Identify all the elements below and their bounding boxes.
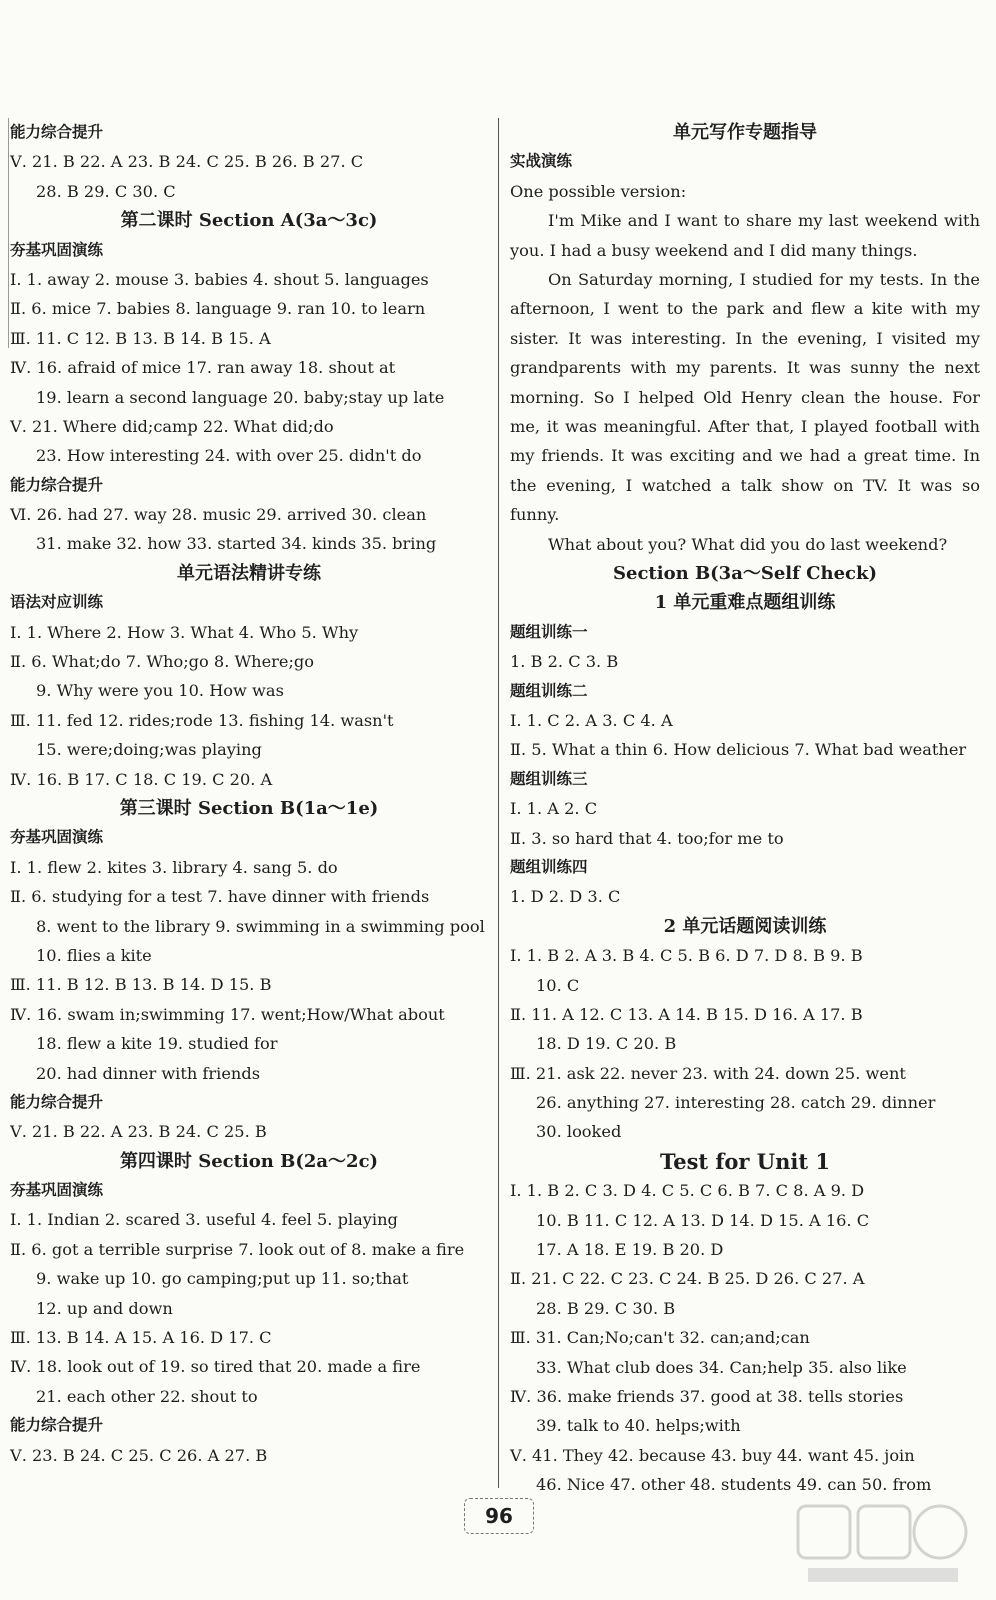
left-line: 9. Why were you 10. How was [36,681,284,701]
right-line: Section B(3a～Self Check) [613,563,877,585]
left-line: Ⅲ. 13. B 14. A 15. A 16. D 17. C [10,1328,272,1348]
left-line: 31. make 32. how 33. started 34. kinds 35. bring [36,534,437,554]
right-line: 39. talk to 40. helps;with [536,1416,741,1436]
left-line: Ⅲ. 11. B 12. B 13. B 14. D 15. B [10,975,272,995]
left-line: 20. had dinner with friends [36,1063,261,1083]
left-line: 18. flew a kite 19. studied for [36,1034,278,1054]
right-line: 题组训练二 [510,681,588,700]
right-line: 1 单元重难点题组训练 [654,592,836,614]
left-line: 28. B 29. C 30. C [36,181,176,201]
left-line: 单元语法精讲专练 [177,562,321,584]
left-line: 能力综合提升 [10,123,104,141]
right-line: 17. A 18. E 19. B 20. D [536,1240,724,1260]
right-line: Ⅱ. 5. What a thin 6. How delicious 7. What bad weather [510,740,967,760]
right-line: Ⅰ. 1. A 2. C [510,799,598,819]
left-line: 能力综合提升 [10,1092,104,1111]
right-line: 1. B 2. C 3. B [510,652,619,672]
right-line: 18. D 19. C 20. B [536,1034,677,1054]
left-line: Ⅳ. 16. B 17. C 18. C 19. C 20. A [10,769,273,789]
left-line: 第二课时 Section A(3a～3c) [120,210,378,232]
right-line: 题组训练四 [510,857,588,876]
left-line: 夯基巩固演练 [10,1181,104,1200]
left-line: Ⅴ. 21. B 22. A 23. B 24. C 25. B [10,1122,267,1142]
left-line: Ⅱ. 6. What;do 7. Who;go 8. Where;go [10,652,315,672]
margin-bar [8,118,9,348]
left-line: 9. wake up 10. go camping;put up 11. so;that [36,1269,409,1289]
right-line: 46. Nice 47. other 48. students 49. can 50. from [536,1475,932,1495]
left-line: Ⅱ. 6. got a terrible surprise 7. look out of 8. make a fire [10,1239,465,1259]
left-line: Ⅴ. 23. B 24. C 25. C 26. A 27. B [10,1445,268,1465]
left-line: 8. went to the library 9. swimming in a swimming pool [36,916,485,936]
left-line: Ⅰ. 1. Indian 2. scared 3. useful 4. feel 5. playing [10,1210,398,1230]
right-line: 题组训练一 [510,622,588,641]
right-line: 10. B 11. C 12. A 13. D 14. D 15. A 16. C [536,1210,870,1230]
left-line: Ⅱ. 6. studying for a test 7. have dinner with friends [10,887,430,907]
left-line: Ⅴ. 21. Where did;camp 22. What did;do [10,416,334,436]
right-column [510,118,980,1500]
watermark-logo [788,1498,978,1588]
left-line: 语法对应训练 [10,593,104,612]
left-line: 23. How interesting 24. with over 25. didn't do [36,446,422,466]
page-number: 96 [464,1498,534,1534]
column-divider [498,118,499,1488]
left-column [10,118,488,1470]
left-line: Ⅰ. 1. flew 2. kites 3. library 4. sang 5. do [10,857,338,877]
right-line: Test for Unit 1 [659,1148,830,1174]
right-line: 28. B 29. C 30. B [536,1298,676,1318]
intro-line: One possible version: [510,181,687,201]
right-line: 30. looked [536,1122,622,1142]
left-line: 21. each other 22. shout to [36,1386,258,1406]
left-line: Ⅳ. 16. afraid of mice 17. ran away 18. shout at [10,358,396,378]
left-line: 10. flies a kite [36,945,152,965]
left-line: Ⅲ. 11. C 12. B 13. B 14. B 15. A [10,328,271,348]
left-line: Ⅳ. 16. swam in;swimming 17. went;How/What about [10,1004,445,1024]
right-line: 26. anything 27. interesting 28. catch 29. dinner [536,1093,936,1113]
right-line: Ⅱ. 11. A 12. C 13. A 14. B 15. D 16. A 17. B [510,1004,863,1024]
left-line: Ⅴ. 21. B 22. A 23. B 24. C 25. B 26. B 27. C [10,152,364,172]
right-line: Ⅱ. 3. so hard that 4. too;for me to [510,828,784,848]
left-line: 能力综合提升 [10,475,104,494]
right-line: 10. C [536,975,580,995]
left-line: Ⅳ. 18. look out of 19. so tired that 20. made a fire [10,1357,421,1377]
right-line: Ⅰ. 1. B 2. C 3. D 4. C 5. C 6. B 7. C 8. A 9. D [510,1181,865,1201]
right-line: 题组训练三 [510,769,588,788]
right-line: 2 单元话题阅读训练 [663,915,827,937]
right-line: 1. D 2. D 3. C [510,887,621,907]
right-line: Ⅳ. 36. make friends 37. good at 38. tells stories [510,1387,904,1406]
left-line: 第三课时 Section B(1a～1e) [119,797,379,819]
right-line: Ⅰ. 1. B 2. A 3. B 4. C 5. B 6. D 7. D 8. B 9. B [510,946,863,966]
practice-heading: 实战演练 [510,152,573,171]
left-line: 15. were;doing;was playing [36,740,262,760]
left-line: 能力综合提升 [10,1416,104,1435]
right-line: 33. What club does 34. Can;help 35. also like [536,1357,907,1377]
left-line: Ⅰ. 1. Where 2. How 3. What 4. Who 5. Why [10,622,359,642]
writing-guide-title: 单元写作专题指导 [673,122,817,143]
right-line: Ⅱ. 21. C 22. C 23. C 24. B 25. D 26. C 27. A [510,1269,865,1289]
right-line: Ⅲ. 31. Can;No;can't 32. can;and;can [510,1328,810,1348]
left-line: 夯基巩固演练 [10,828,104,847]
essay-paragraph-1: I'm Mike and I want to share my last weekend with you. I had a busy weekend and I did many things. [510,211,980,260]
left-line: Ⅱ. 6. mice 7. babies 8. language 9. ran 10. to learn [10,299,426,319]
right-line: Ⅰ. 1. C 2. A 3. C 4. A [510,711,673,731]
right-line: Ⅴ. 41. They 42. because 43. buy 44. want 45. join [510,1445,915,1465]
left-line: Ⅵ. 26. had 27. way 28. music 29. arrived 30. clean [10,505,427,525]
left-line: Ⅲ. 11. fed 12. rides;rode 13. fishing 14. wasn't [10,710,394,730]
right-answers [510,559,980,1500]
left-line: Ⅰ. 1. away 2. mouse 3. babies 4. shout 5. languages [10,269,429,289]
essay-paragraph-3: What about you? What did you do last weekend? [548,534,948,554]
left-line: 第四课时 Section B(2a～2c) [119,1150,379,1172]
right-line: Ⅲ. 21. ask 22. never 23. with 24. down 25. went [510,1063,906,1083]
essay-paragraph-2: On Saturday morning, I studied for my tests. In the afternoon, I went to the park and flew a kite with my sister. It was interesting. In the evening, I visited my grandparents with my parents. It was sunny the next morning. So I helped Old Henry clean the house. For me, it was meaningful. After that, I played football with my friends. It was exciting and we had a great time. In the evening, I watched a talk show on TV. It was so funny. [510,270,980,525]
left-line: 19. learn a second language 20. baby;stay up late [36,387,445,407]
left-line: 夯基巩固演练 [10,240,104,259]
left-line: 12. up and down [36,1298,173,1318]
